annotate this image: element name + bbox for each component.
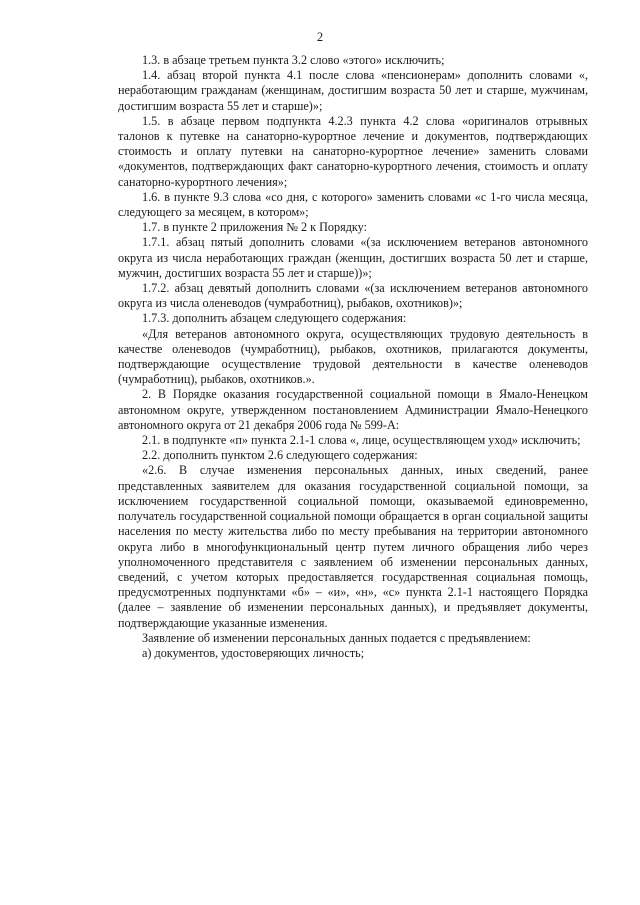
paragraph-1-4: 1.4. абзац второй пункта 4.1 после слова «пенсионерам» дополнить словами «, неработающим гражданам (женщинам, достигшим возраста 50 лет и старше, мужчинам, достигшим возраста 55 лет и старше)»;	[118, 68, 588, 113]
document-body	[118, 53, 588, 661]
paragraph-1-3: 1.3. в абзаце третьем пункта 3.2 слово «этого» исключить;	[142, 53, 445, 67]
paragraph-1-6: 1.6. в пункте 9.3 слова «со дня, с которого» заменить словами «с 1-го числа месяца, следующего за месяцем, в котором»;	[118, 189, 588, 220]
paragraph-2-2: 2.2. дополнить пунктом 2.6 следующего содержания:	[142, 448, 418, 463]
paragraph-2-1: 2.1. в подпункте «п» пункта 2.1-1 слова «, лице, осуществляющем уход» исключить;	[142, 433, 581, 448]
paragraph-statement: Заявление об изменении персональных данных подается с предъявлением:	[142, 630, 531, 645]
paragraph-1-7: 1.7. в пункте 2 приложения № 2 к Порядку:	[142, 220, 367, 235]
paragraph-1-7-3: 1.7.3. дополнить абзацем следующего содержания:	[142, 311, 407, 326]
paragraph-2: 2. В Порядке оказания государственной социальной помощи в Ямало-Ненецком автономном округе, утвержденном постановлением Администрации Ямало-Ненецкого автономного округа от 21 декабря 2006 года № 599-А:	[118, 387, 588, 432]
paragraph-1-7-1: 1.7.1. абзац пятый дополнить словами «(за исключением ветеранов автономного округа из числа неработающих граждан (женщин, достигших возраста 50 лет и старше, мужчин, достигших возраста 55 лет и старше))»;	[118, 235, 588, 280]
paragraph-1-7-2: 1.7.2. абзац девятый дополнить словами «(за исключением ветеранов автономного округа из числа оленеводов (чумработниц), рыбаков, охотников)»;	[118, 281, 588, 311]
paragraph-2-6-quote: «2.6. В случае изменения персональных данных, иных сведений, ранее представленных заявителем для оказания государственной социальной помощи, за исключением государственной социальной помощи, оказываемой единовременно, получатель государственной социальной помощи обращается в орган социальной защиты населения по месту жительства либо по месту пребывания на территории автономного округа либо в многофункциональный центр путем личного обращения либо через уполномоченного представителя с заявлением об изменении персональных данных, сведений, с учетом которых предоставляется государственная социальная помощь, предусмотренных подпунктами «б» – «и», «н», «с» пункта 2.1-1 настоящего Порядка (далее – заявление об изменении персональных данных), и предъявляет документы, подтверждающие указанные изменения.	[118, 463, 588, 630]
paragraph-1-5: 1.5. в абзаце первом подпункта 4.2.3 пункта 4.2 слова «оригиналов отрывных талонов к путевке на санаторно-курортное лечение и документов, подтверждающих стоимость и оплату путевки на санаторно-курортное лечение» заменить словами «документов, подтверждающих факт санаторно-курортного лечения, стоимость и оплату санаторно-курортного лечения»;	[118, 113, 588, 189]
paragraph-veterans-quote: «Для ветеранов автономного округа, осуществляющих трудовую деятельность в качестве оленеводов (чумработниц), рыбаков, охотников, прилагаются документы, подтверждающие осуществление трудовой деятельности в качестве оленеводов (чумработниц), рыбаков, охотников.».	[118, 326, 588, 387]
paragraph-item-a: а) документов, удостоверяющих личность;	[142, 645, 365, 660]
page-number: 2	[316, 30, 324, 44]
